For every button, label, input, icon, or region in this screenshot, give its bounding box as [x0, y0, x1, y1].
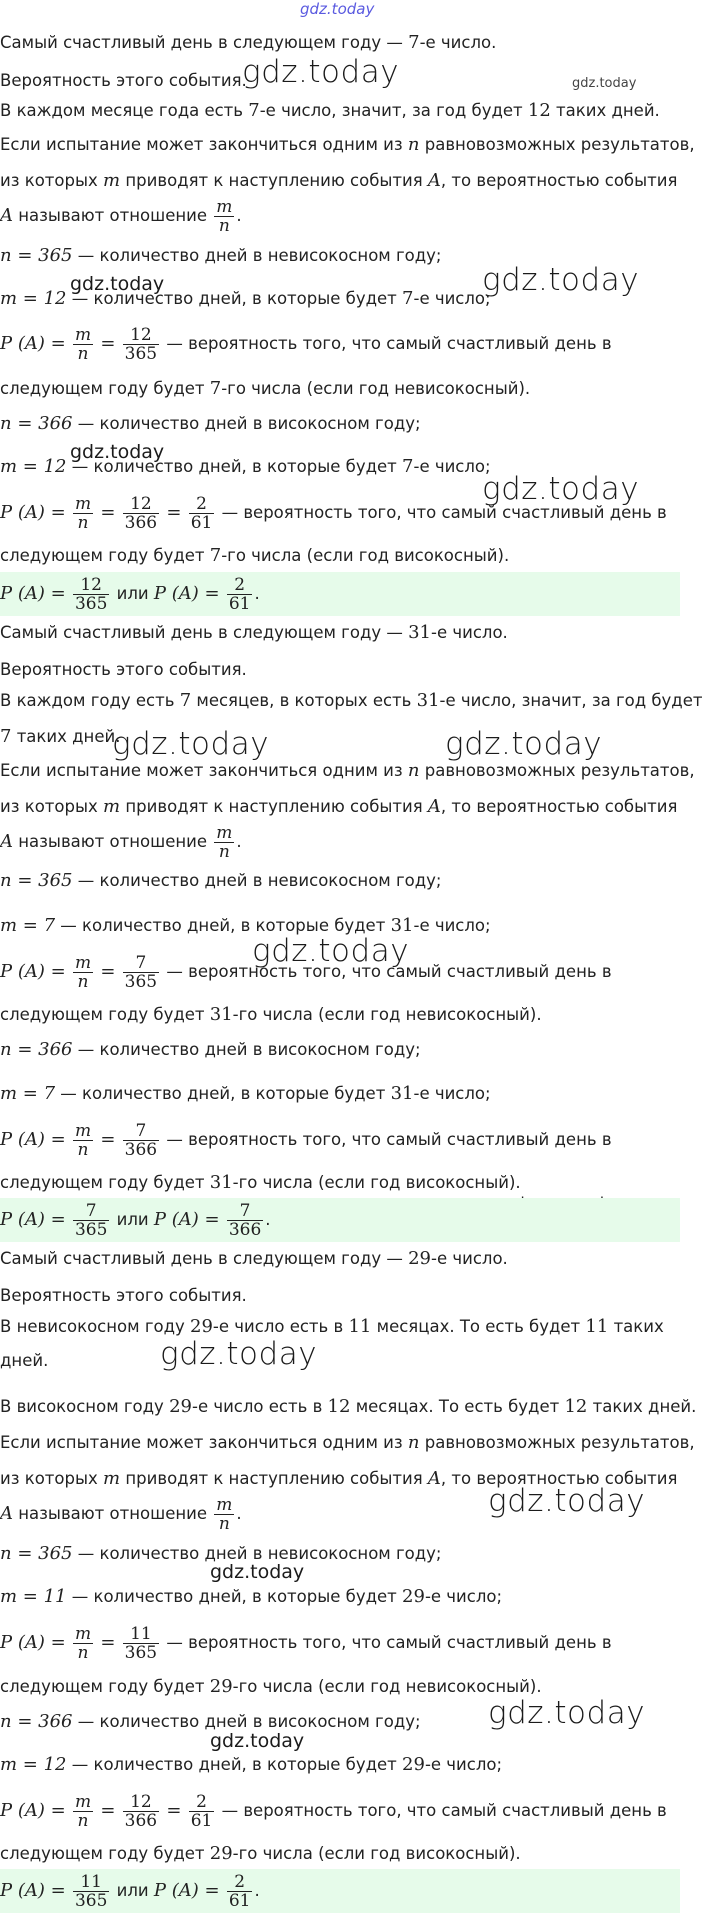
numerator: m: [74, 1121, 92, 1141]
fraction: [73, 1122, 93, 1159]
denominator: 366: [124, 1811, 158, 1831]
text: Если испытание может закончиться одним из: [0, 1433, 408, 1452]
text-line: [0, 1496, 680, 1533]
watermark: gdz.today: [445, 726, 603, 762]
fraction: [73, 576, 109, 613]
text: -го числа (если год невисокосный).: [232, 1005, 542, 1024]
text: , то вероятностью события: [440, 1469, 678, 1488]
fraction: [227, 1873, 253, 1910]
text: равновозможных результатов,: [419, 1433, 695, 1452]
math: n: [407, 134, 420, 155]
text: — вероятность того, что самый счастливый день в: [161, 1130, 612, 1149]
formula-line: [0, 1793, 680, 1830]
text: -го числа (если год невисокосный).: [232, 1677, 542, 1696]
text-line: [0, 1468, 680, 1490]
text: из которых: [0, 1469, 104, 1488]
text: или: [111, 1881, 154, 1900]
formula-line: [0, 954, 680, 991]
text: -е число;: [424, 1755, 503, 1774]
math: A: [427, 170, 441, 191]
denominator: n: [77, 513, 89, 533]
text: следующем году будет: [0, 1677, 210, 1696]
math: A: [0, 1503, 13, 1524]
text-line: [0, 545, 680, 567]
text: Вероятность этого события.: [0, 660, 247, 679]
text: .: [236, 1504, 242, 1523]
text: Если испытание может закончиться одним из: [0, 135, 408, 154]
text-line: [0, 915, 680, 937]
formula-line: [0, 1625, 680, 1662]
fraction: [189, 1793, 215, 1830]
numerator: 2: [227, 1873, 253, 1892]
formula-line: [0, 495, 680, 532]
text: приводят к наступлению события: [120, 171, 428, 190]
watermark: gdz.today: [252, 933, 410, 969]
text: Вероятность этого события.: [0, 1286, 247, 1305]
fraction: [73, 954, 93, 991]
text-line: [0, 1172, 680, 1194]
fraction: [123, 1793, 159, 1830]
text-line: [0, 32, 680, 54]
text-line: [0, 1676, 680, 1698]
math: P (A) =: [0, 333, 66, 354]
denominator: 365: [74, 594, 108, 614]
math: 12: [327, 1396, 351, 1417]
math: 29: [402, 1754, 425, 1775]
math: m = 7: [0, 915, 56, 936]
text-line: [0, 1543, 680, 1565]
math: 7: [402, 456, 414, 477]
text: В невисокосном году: [0, 1317, 191, 1336]
text: — вероятность того, что самый счастливый день в: [216, 1801, 667, 1820]
math: =: [166, 1800, 182, 1821]
math: n = 366: [0, 1711, 73, 1732]
denominator: 365: [124, 1643, 158, 1663]
text: -е число;: [413, 289, 491, 308]
text: .: [254, 1881, 260, 1900]
text-line: [0, 690, 702, 712]
math: 29: [402, 1586, 425, 1607]
fraction: [123, 1122, 159, 1159]
text: — количество дней в невисокосном году;: [72, 246, 442, 265]
fraction: [214, 824, 234, 861]
fraction: [189, 495, 215, 532]
math: n = 365: [0, 245, 73, 266]
watermark: gdz.today: [482, 262, 640, 298]
denominator: 365: [124, 972, 158, 992]
answer-line: [0, 1869, 680, 1910]
text-line: [0, 760, 695, 782]
text: Самый счастливый день в следующем году —: [0, 1249, 409, 1268]
math: 11: [348, 1316, 372, 1337]
text-line: [0, 824, 680, 861]
math: 31: [390, 1083, 414, 1104]
denominator: n: [77, 972, 89, 992]
watermark: gdz.today: [210, 1730, 305, 1752]
text-line: [0, 1432, 695, 1454]
numerator: 2: [189, 1793, 215, 1812]
fraction: [123, 954, 159, 991]
numerator: 11: [73, 1873, 109, 1892]
numerator: m: [216, 197, 233, 217]
denominator: 61: [190, 513, 213, 533]
watermark: gdz.today: [160, 1336, 318, 1372]
text: — вероятность того, что самый счастливый день в: [216, 503, 667, 522]
math: P (A) =: [0, 583, 66, 604]
text-line: [0, 1316, 680, 1338]
math: n = 365: [0, 1543, 73, 1564]
numerator: 12: [123, 326, 159, 345]
text: -го числа (если год невисокосный).: [221, 379, 531, 398]
math: n = 365: [0, 870, 73, 891]
math: 12: [564, 1396, 588, 1417]
math: 29: [190, 1316, 213, 1337]
text-line: [0, 170, 680, 192]
text: дней.: [0, 1351, 49, 1370]
text: , то вероятностью события: [440, 171, 678, 190]
fraction: [227, 576, 253, 613]
text: месяцев, в которых есть: [191, 691, 417, 710]
text: следующем году будет: [0, 379, 210, 398]
text: — количество дней в високосном году;: [72, 1712, 421, 1731]
text: таких: [608, 1317, 664, 1336]
text: Самый счастливый день в следующем году —: [0, 33, 409, 52]
text: следующем году будет: [0, 1173, 210, 1192]
math: P (A) =: [153, 1209, 220, 1230]
fraction: [214, 198, 234, 235]
math: P (A) =: [0, 502, 66, 523]
text: -го числа (если год високосный).: [221, 546, 510, 565]
math: =: [100, 961, 116, 982]
text: .: [254, 584, 260, 603]
math: 29: [408, 1248, 432, 1269]
fraction: [123, 326, 159, 363]
math: P (A) =: [0, 1632, 66, 1653]
math: m = 12: [0, 288, 67, 309]
denominator: 366: [228, 1220, 262, 1240]
numerator: m: [216, 823, 233, 843]
text: -е число;: [413, 1084, 491, 1103]
text-line: [0, 659, 680, 681]
text-line: [0, 1083, 680, 1105]
watermark: gdz.today: [70, 273, 165, 295]
text: — вероятность того, что самый счастливый день в: [161, 962, 612, 981]
watermark: gdz.today: [488, 1483, 646, 1519]
text-line: [0, 456, 680, 478]
math: =: [100, 1632, 116, 1653]
numerator: m: [74, 953, 92, 973]
math: 7: [402, 288, 414, 309]
text: — количество дней, в которые будет: [66, 1587, 403, 1606]
text: — количество дней в невисокосном году;: [72, 871, 442, 890]
numerator: m: [74, 1792, 92, 1812]
text: Если испытание может закончиться одним из: [0, 761, 408, 780]
text: , то вероятностью события: [440, 797, 678, 816]
math: P (A) =: [0, 1800, 66, 1821]
math: 7: [179, 690, 192, 711]
text: В каждом месяце года есть: [0, 101, 249, 120]
math: 7: [408, 32, 420, 53]
numerator: m: [74, 325, 92, 345]
text-line: [0, 1754, 680, 1776]
math: m: [103, 1468, 121, 1489]
math: P (A) =: [153, 1880, 220, 1901]
numerator: 12: [123, 1793, 159, 1812]
numerator: 12: [73, 576, 109, 595]
text: — количество дней в високосном году;: [72, 414, 421, 433]
denominator: 366: [124, 1140, 158, 1160]
text: следующем году будет: [0, 546, 210, 565]
numerator: 7: [123, 1122, 159, 1141]
text-line: [0, 726, 680, 748]
text-line: [0, 1711, 680, 1733]
text-line: [0, 288, 680, 310]
answer-line: [0, 572, 680, 613]
math: 29: [209, 1676, 233, 1697]
math: A: [0, 831, 13, 852]
math: =: [166, 502, 182, 523]
formula-line: [0, 326, 680, 363]
math: n: [407, 1432, 420, 1453]
watermark: gdz.today: [242, 54, 400, 90]
text-line: [0, 413, 680, 435]
text: Вероятность этого события.: [0, 71, 247, 90]
numerator: m: [216, 1495, 233, 1515]
text-line: [0, 1248, 680, 1270]
math: A: [427, 1468, 441, 1489]
text: -е число есть в: [191, 1397, 328, 1416]
text: — количество дней, в которые будет: [55, 916, 391, 935]
text: В високосном году: [0, 1397, 170, 1416]
fraction: [214, 1496, 234, 1533]
text-line: [0, 1843, 680, 1865]
text: называют отношение: [13, 1504, 213, 1523]
answer-box: [0, 572, 680, 616]
denominator: n: [77, 1140, 89, 1160]
watermark: gdz.today: [482, 471, 640, 507]
denominator: 365: [124, 344, 158, 364]
text-line: [0, 378, 680, 400]
text: -е число;: [413, 916, 491, 935]
text: или: [111, 584, 154, 603]
text: -е число.: [431, 1249, 508, 1268]
math: 7: [209, 545, 222, 566]
math: =: [100, 1129, 116, 1150]
fraction: [227, 1202, 263, 1239]
text-line: [0, 796, 680, 818]
fraction: [73, 1873, 109, 1910]
formula-line: [0, 1122, 680, 1159]
text: -е число;: [424, 1587, 503, 1606]
numerator: m: [74, 1624, 92, 1644]
math: 11: [585, 1316, 609, 1337]
text-line: [0, 198, 680, 235]
text: .: [236, 206, 242, 225]
text-line: [0, 1004, 680, 1026]
numerator: 2: [227, 576, 253, 595]
numerator: m: [74, 494, 92, 514]
text: — количество дней, в которые будет: [66, 457, 403, 476]
math: m = 7: [0, 1083, 56, 1104]
text: -е число есть в: [212, 1317, 349, 1336]
math: m: [103, 170, 121, 191]
text-line: [0, 1285, 680, 1307]
denominator: 366: [124, 513, 158, 533]
watermark: gdz.today: [112, 726, 270, 762]
watermark-top: gdz.today: [300, 0, 375, 18]
text: — количество дней в високосном году;: [72, 1040, 421, 1059]
text: -е число.: [431, 623, 508, 642]
denominator: n: [77, 1643, 89, 1663]
text: -е число, значит, за год будет: [439, 691, 702, 710]
text: — вероятность того, что самый счастливый день в: [161, 1633, 612, 1652]
math: P (A) =: [0, 1209, 66, 1230]
text-line: [0, 622, 680, 644]
math: 31: [209, 1172, 233, 1193]
text: — количество дней, в которые будет: [66, 1755, 403, 1774]
text: равновозможных результатов,: [419, 761, 695, 780]
text: таких дней.: [11, 727, 121, 746]
text: Самый счастливый день в следующем году —: [0, 623, 409, 642]
fraction: [123, 495, 159, 532]
text: следующем году будет: [0, 1844, 210, 1863]
watermark: gdz.today: [488, 1695, 646, 1731]
text-line: [0, 1586, 680, 1608]
math: =: [100, 502, 116, 523]
text: — количество дней, в которые будет: [55, 1084, 391, 1103]
text: приводят к наступлению события: [120, 797, 428, 816]
math: 31: [390, 915, 414, 936]
math: m: [103, 796, 121, 817]
math: m = 11: [0, 1586, 67, 1607]
text: — вероятность того, что самый счастливый день в: [161, 334, 612, 353]
math: 31: [408, 622, 432, 643]
denominator: 61: [228, 594, 251, 614]
math: 12: [527, 100, 551, 121]
denominator: n: [218, 216, 230, 236]
text-line: [0, 1350, 680, 1372]
text: -го числа (если год високосный).: [232, 1173, 521, 1192]
numerator: 7: [73, 1202, 109, 1221]
math: A: [427, 796, 441, 817]
text-line: [0, 1039, 680, 1061]
denominator: n: [218, 842, 230, 862]
math: =: [100, 333, 116, 354]
text: месяцах. То есть будет: [350, 1397, 565, 1416]
numerator: 11: [123, 1625, 159, 1644]
text-line: [0, 245, 680, 267]
text-line: [0, 870, 680, 892]
text: .: [236, 832, 242, 851]
numerator: 12: [123, 495, 159, 514]
text: следующем году будет: [0, 1005, 210, 1024]
fraction: [73, 326, 93, 363]
math: 7: [0, 726, 12, 747]
math: A: [0, 205, 13, 226]
text: называют отношение: [13, 206, 213, 225]
math: =: [100, 1800, 116, 1821]
math: m = 12: [0, 456, 67, 477]
text: приводят к наступлению события: [120, 1469, 428, 1488]
denominator: 61: [228, 1891, 251, 1911]
fraction: [73, 495, 93, 532]
denominator: n: [77, 1811, 89, 1831]
text-line: [0, 70, 680, 92]
math: 31: [416, 690, 440, 711]
math: P (A) =: [0, 1880, 66, 1901]
text: из которых: [0, 171, 104, 190]
text: В каждом году есть: [0, 691, 180, 710]
numerator: 7: [227, 1202, 263, 1221]
fraction: [73, 1202, 109, 1239]
math: 29: [169, 1396, 192, 1417]
text: таких дней.: [550, 101, 660, 120]
math: 29: [209, 1843, 233, 1864]
text: называют отношение: [13, 832, 213, 851]
watermark: gdz.today: [70, 441, 165, 463]
numerator: 7: [123, 954, 159, 973]
text: — количество дней в невисокосном году;: [72, 1544, 442, 1563]
denominator: n: [218, 1514, 230, 1534]
math: 7: [209, 378, 222, 399]
watermark: gdz.today: [210, 1561, 305, 1583]
text: -е число.: [419, 33, 497, 52]
math: n: [407, 760, 420, 781]
denominator: 365: [74, 1220, 108, 1240]
text: или: [111, 1210, 154, 1229]
text: равновозможных результатов,: [419, 135, 695, 154]
text: таких дней.: [587, 1397, 697, 1416]
denominator: 365: [74, 1891, 108, 1911]
text-line: [0, 134, 695, 156]
text: -е число;: [413, 457, 491, 476]
text: — количество дней, в которые будет: [66, 289, 403, 308]
math: n = 366: [0, 413, 73, 434]
denominator: 61: [190, 1811, 213, 1831]
fraction: [73, 1625, 93, 1662]
text: .: [265, 1210, 271, 1229]
text: из которых: [0, 797, 104, 816]
answer-box: [0, 1198, 680, 1242]
math: 31: [209, 1004, 233, 1025]
watermark: gdz.today: [572, 76, 637, 91]
math: m = 12: [0, 1754, 67, 1775]
denominator: n: [77, 344, 89, 364]
math: 7: [248, 100, 260, 121]
fraction: [123, 1625, 159, 1662]
math: P (A) =: [153, 583, 220, 604]
answer-box: [0, 1869, 680, 1913]
text: -е число, значит, за год будет: [259, 101, 528, 120]
numerator: 2: [189, 495, 215, 514]
text: месяцах. То есть будет: [371, 1317, 586, 1336]
text: -го числа (если год високосный).: [232, 1844, 521, 1863]
answer-line: [0, 1198, 680, 1239]
text-line: [0, 1396, 697, 1418]
math: P (A) =: [0, 961, 66, 982]
fraction: [73, 1793, 93, 1830]
math: n = 366: [0, 1039, 73, 1060]
text-line: [0, 100, 680, 122]
math: P (A) =: [0, 1129, 66, 1150]
